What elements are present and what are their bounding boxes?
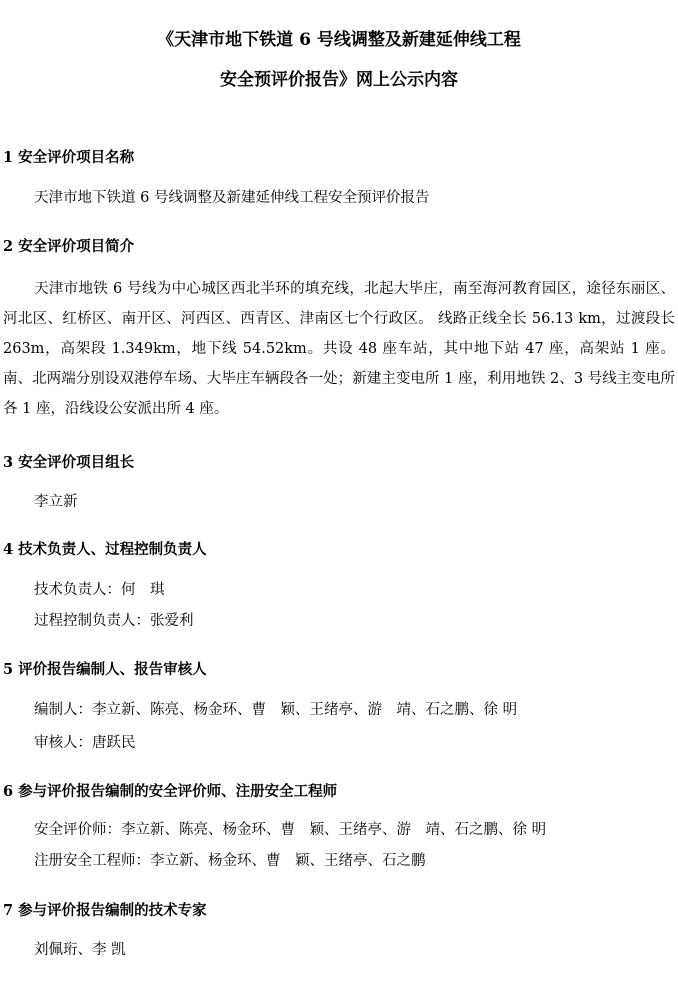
- section-7-heading: 7 参与评价报告编制的技术专家: [3, 902, 207, 919]
- document-title-line-2: 安全预评价报告》网上公示内容: [220, 70, 458, 90]
- section-1-content: 天津市地下铁道 6 号线调整及新建延伸线工程安全预评价报告: [34, 190, 430, 206]
- section-2-heading: 2 安全评价项目简介: [3, 238, 135, 255]
- section-3-heading: 3 安全评价项目组长: [3, 454, 135, 471]
- section-6-heading: 6 参与评价报告编制的安全评价师、注册安全工程师: [3, 783, 338, 800]
- section-1-heading: 1 安全评价项目名称: [3, 149, 135, 166]
- section-6-line-1: 安全评价师：李立新、陈亮、杨金环、曹 颖、王绪亭、游 靖、石之鹏、徐 明: [34, 822, 547, 838]
- section-4-line-1: 技术负责人：何 琪: [34, 582, 165, 598]
- section-5-heading: 5 评价报告编制人、报告审核人: [3, 661, 207, 678]
- section-6-line-2: 注册安全工程师：李立新、杨金环、曹 颖、王绪亭、石之鹏: [34, 853, 426, 869]
- section-3-content: 李立新: [34, 494, 78, 510]
- section-2-content: 天津市地铁 6 号线为中心城区西北半环的填充线，北起大毕庄，南至海河教育园区，途径东丽区、河北区、红桥区、南开区、河西区、西青区、津南区七个行政区。 线路正线全长 56.13 km，过渡段长 263m，高架段 1.349km，地下线 54.52km。共设 48 座车站，其中地下站 47 座，高架站 1 座。南、北两端分别设双港停车场、大毕庄车辆段各一处；新建主变电所 1 座，利用地铁 2、3 号线主变电所各 1 座，沿线设公安派出所 4 座。: [3, 281, 675, 417]
- section-4-line-2: 过程控制负责人：张爱利: [34, 613, 194, 629]
- document-title-line-1: 《天津市地下铁道 6 号线调整及新建延伸线工程: [157, 30, 521, 50]
- section-4-heading: 4 技术负责人、过程控制负责人: [3, 541, 207, 558]
- section-5-line-1: 编制人：李立新、陈亮、杨金环、曹 颖、王绪亭、游 靖、石之鹏、徐 明: [34, 702, 518, 718]
- section-5-line-2: 审核人：唐跃民: [34, 735, 136, 751]
- section-7-content: 刘佩珩、李 凯: [34, 942, 126, 958]
